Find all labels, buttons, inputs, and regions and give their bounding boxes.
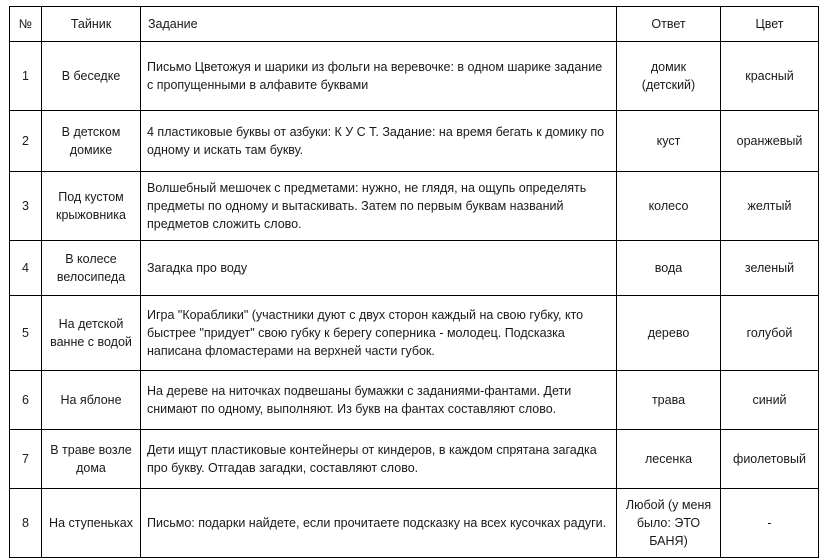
cell-number: 8 <box>10 489 42 558</box>
quest-table <box>9 6 819 558</box>
cell-number: 2 <box>10 111 42 172</box>
cell-task: Письмо: подарки найдете, если прочитаете подсказку на всех кусочках радуги. <box>141 489 617 558</box>
cell-hiding-place: Под кустом крыжовника <box>42 172 141 241</box>
column-header-color: Цвет <box>721 7 819 42</box>
cell-answer: лесенка <box>617 430 721 489</box>
column-header-answer: Ответ <box>617 7 721 42</box>
cell-hiding-place: В детском домике <box>42 111 141 172</box>
cell-color: оранжевый <box>721 111 819 172</box>
table-row <box>10 430 819 489</box>
cell-answer: домик (детский) <box>617 42 721 111</box>
cell-answer: Любой (у меня было: ЭТО БАНЯ) <box>617 489 721 558</box>
cell-number: 7 <box>10 430 42 489</box>
cell-number: 1 <box>10 42 42 111</box>
column-header-task: Задание <box>141 7 617 42</box>
cell-color: красный <box>721 42 819 111</box>
column-header-number: № <box>10 7 42 42</box>
table-row <box>10 172 819 241</box>
table-row <box>10 371 819 430</box>
cell-answer: трава <box>617 371 721 430</box>
cell-number: 4 <box>10 241 42 296</box>
cell-task: На дереве на ниточках подвешаны бумажки с заданиями-фантами. Дети снимают по одному, выполняют. Из букв на фантах составляют слово. <box>141 371 617 430</box>
cell-color: фиолетовый <box>721 430 819 489</box>
cell-hiding-place: На ступеньках <box>42 489 141 558</box>
cell-task: Волшебный мешочек с предметами: нужно, не глядя, на ощупь определять предметы по одному и вытаскивать. Затем по первым буквам названий предметов сложить слово. <box>141 172 617 241</box>
cell-hiding-place: На детской ванне с водой <box>42 296 141 371</box>
cell-color: желтый <box>721 172 819 241</box>
cell-task: Дети ищут пластиковые контейнеры от киндеров, в каждом спрятана загадка про букву. Отгадав загадки, составляют слово. <box>141 430 617 489</box>
cell-hiding-place: В колесе велосипеда <box>42 241 141 296</box>
cell-answer: дерево <box>617 296 721 371</box>
cell-answer: вода <box>617 241 721 296</box>
cell-number: 5 <box>10 296 42 371</box>
cell-task: Игра "Кораблики" (участники дуют с двух сторон каждый на свою губку, кто быстрее "придует" свою губку к берегу соперника - молодец. Подсказка написана фломастерами на верхней части губок. <box>141 296 617 371</box>
cell-hiding-place: На яблоне <box>42 371 141 430</box>
cell-number: 3 <box>10 172 42 241</box>
cell-task: Загадка про воду <box>141 241 617 296</box>
table-row <box>10 42 819 111</box>
cell-color: голубой <box>721 296 819 371</box>
cell-hiding-place: В траве возле дома <box>42 430 141 489</box>
cell-color: синий <box>721 371 819 430</box>
cell-answer: колесо <box>617 172 721 241</box>
table-row <box>10 296 819 371</box>
table-row <box>10 489 819 558</box>
table-body <box>10 42 819 558</box>
cell-task: Письмо Цветожуя и шарики из фольги на веревочке: в одном шарике задание с пропущенными в алфавите буквами <box>141 42 617 111</box>
table-row <box>10 111 819 172</box>
table-row <box>10 241 819 296</box>
cell-task: 4 пластиковые буквы от азбуки: К У С Т. Задание: на время бегать к домику по одному и искать там букву. <box>141 111 617 172</box>
table-header <box>10 7 819 42</box>
cell-answer: куст <box>617 111 721 172</box>
cell-hiding-place: В беседке <box>42 42 141 111</box>
cell-color: зеленый <box>721 241 819 296</box>
table-header-row <box>10 7 819 42</box>
cell-color: - <box>721 489 819 558</box>
cell-number: 6 <box>10 371 42 430</box>
column-header-hiding-place: Тайник <box>42 7 141 42</box>
